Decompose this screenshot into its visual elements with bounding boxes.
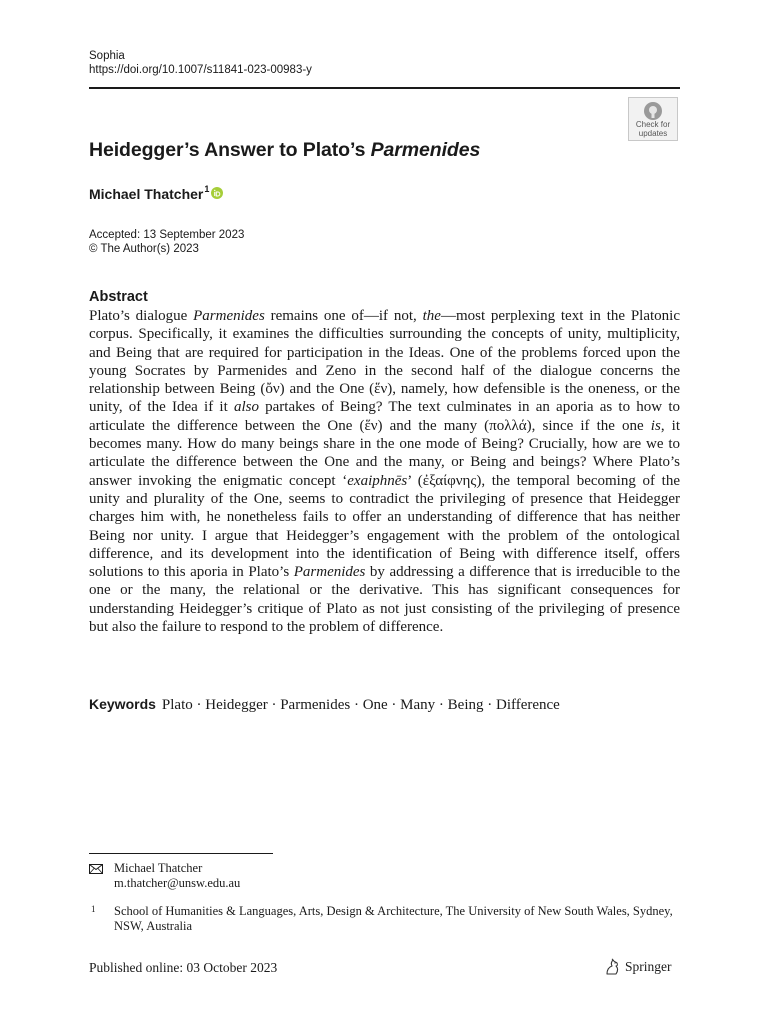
published-online: Published online: 03 October 2023 — [89, 960, 278, 975]
keywords-list: Plato · Heidegger · Parmenides · One · Many · Being · Difference — [161, 697, 560, 713]
check-for-updates-badge[interactable] — [628, 97, 678, 141]
abstract-text-run: remains one of—if not, — [264, 308, 423, 324]
abstract-italic-run: Parmenides — [193, 308, 265, 324]
accepted-date: Accepted: 13 September 2023 — [89, 229, 245, 241]
abstract-italic-run: the — [422, 308, 441, 324]
affiliation-text: School of Humanities & Languages, Arts, Design & Architecture, The University of New South Wales, Sydney, NSW, Australia — [114, 904, 673, 933]
abstract-text-run: by addressing a difference that is irreducible to the one or the many, the relational or the derivative. This has significant consequences for understanding Heidegger’s critique of Plato as not just consisting of the privileging of presence but also the failure to respond to the problem of difference. — [89, 564, 680, 636]
abstract-text-run: ’ (ἐξαίφνης), the temporal becoming of the unity and plurality of the One, seems to contradict the privileging of presence that Heidegger charges him with, he nonetheless fails to offer an understanding of difference that has neither Being nor unity. I argue that Heidegger’s engagement with the problem of the ontological difference, and its development into the identification of Being with difference itself, offers solutions to this aporia in Plato’s — [89, 472, 681, 581]
journal-name: Sophia — [89, 50, 125, 62]
correspondence-email[interactable]: m.thatcher@unsw.edu.au — [114, 876, 241, 890]
footnote-rule — [89, 853, 273, 854]
abstract-italic-run: also — [233, 399, 259, 416]
envelope-icon[interactable] — [89, 864, 103, 874]
abstract-text-run: partakes of Being? The text culminates in an aporia as to how to articulate the difference between the One (ἕν) and the many (πολλά), since if the one — [89, 399, 680, 434]
doi-link[interactable]: https://doi.org/10.1007/s11841-023-00983-y — [89, 64, 312, 76]
title-italic: Parmenides — [370, 139, 481, 161]
title-main: Heidegger’s Answer to Plato’s — [89, 139, 371, 161]
publisher-logo — [604, 958, 672, 976]
abstract-italic-run: Parmenides — [293, 564, 366, 581]
author-name: Michael Thatcher — [89, 186, 204, 202]
correspondence-name: Michael Thatcher — [114, 861, 203, 875]
abstract-body — [89, 307, 680, 636]
abstract-text-run: —most perplexing text in the Platonic corpus. Specifically, it examines the difficulties surrounding the concepts of unity, multiplicity, and Being that are required for participation in the Ideas. One of the problems forced upon the young Socrates by Parmenides and Zeno in the second half of the dialogue concerns the relationship between Being (ὄν) and the One (ἕν), namely, how defensible is the oneness, or the unity, of the Idea if it — [89, 308, 680, 416]
check-updates-line1: Check for — [635, 120, 671, 129]
keywords-line — [89, 694, 689, 715]
abstract-italic-run: exaiphnēs — [347, 472, 408, 489]
abstract-italic-run: is — [650, 417, 661, 434]
check-updates-icon — [643, 101, 663, 121]
orcid-icon[interactable] — [211, 187, 223, 199]
springer-horse-icon — [604, 958, 621, 976]
article-title — [89, 138, 480, 162]
abstract-heading: Abstract — [89, 289, 148, 305]
check-updates-line2: updates — [638, 128, 668, 138]
publisher-name: Springer — [625, 959, 672, 974]
affiliation-marker: 1 — [91, 904, 96, 914]
author-affiliation-marker: 1 — [204, 184, 210, 194]
copyright-line: © The Author(s) 2023 — [89, 243, 199, 255]
abstract-text-run: Plato’s dialogue — [89, 308, 194, 324]
abstract-text-run: , it becomes many. How do many beings share in the one mode of Being? Crucially, how are we to articulate the difference between the One and the many, or Being and beings? Where Plato’s answer invoking the enigmatic concept ‘ — [89, 417, 680, 489]
author-line — [89, 185, 223, 203]
keywords-label: Keywords — [89, 696, 156, 712]
header-rule — [89, 87, 680, 89]
